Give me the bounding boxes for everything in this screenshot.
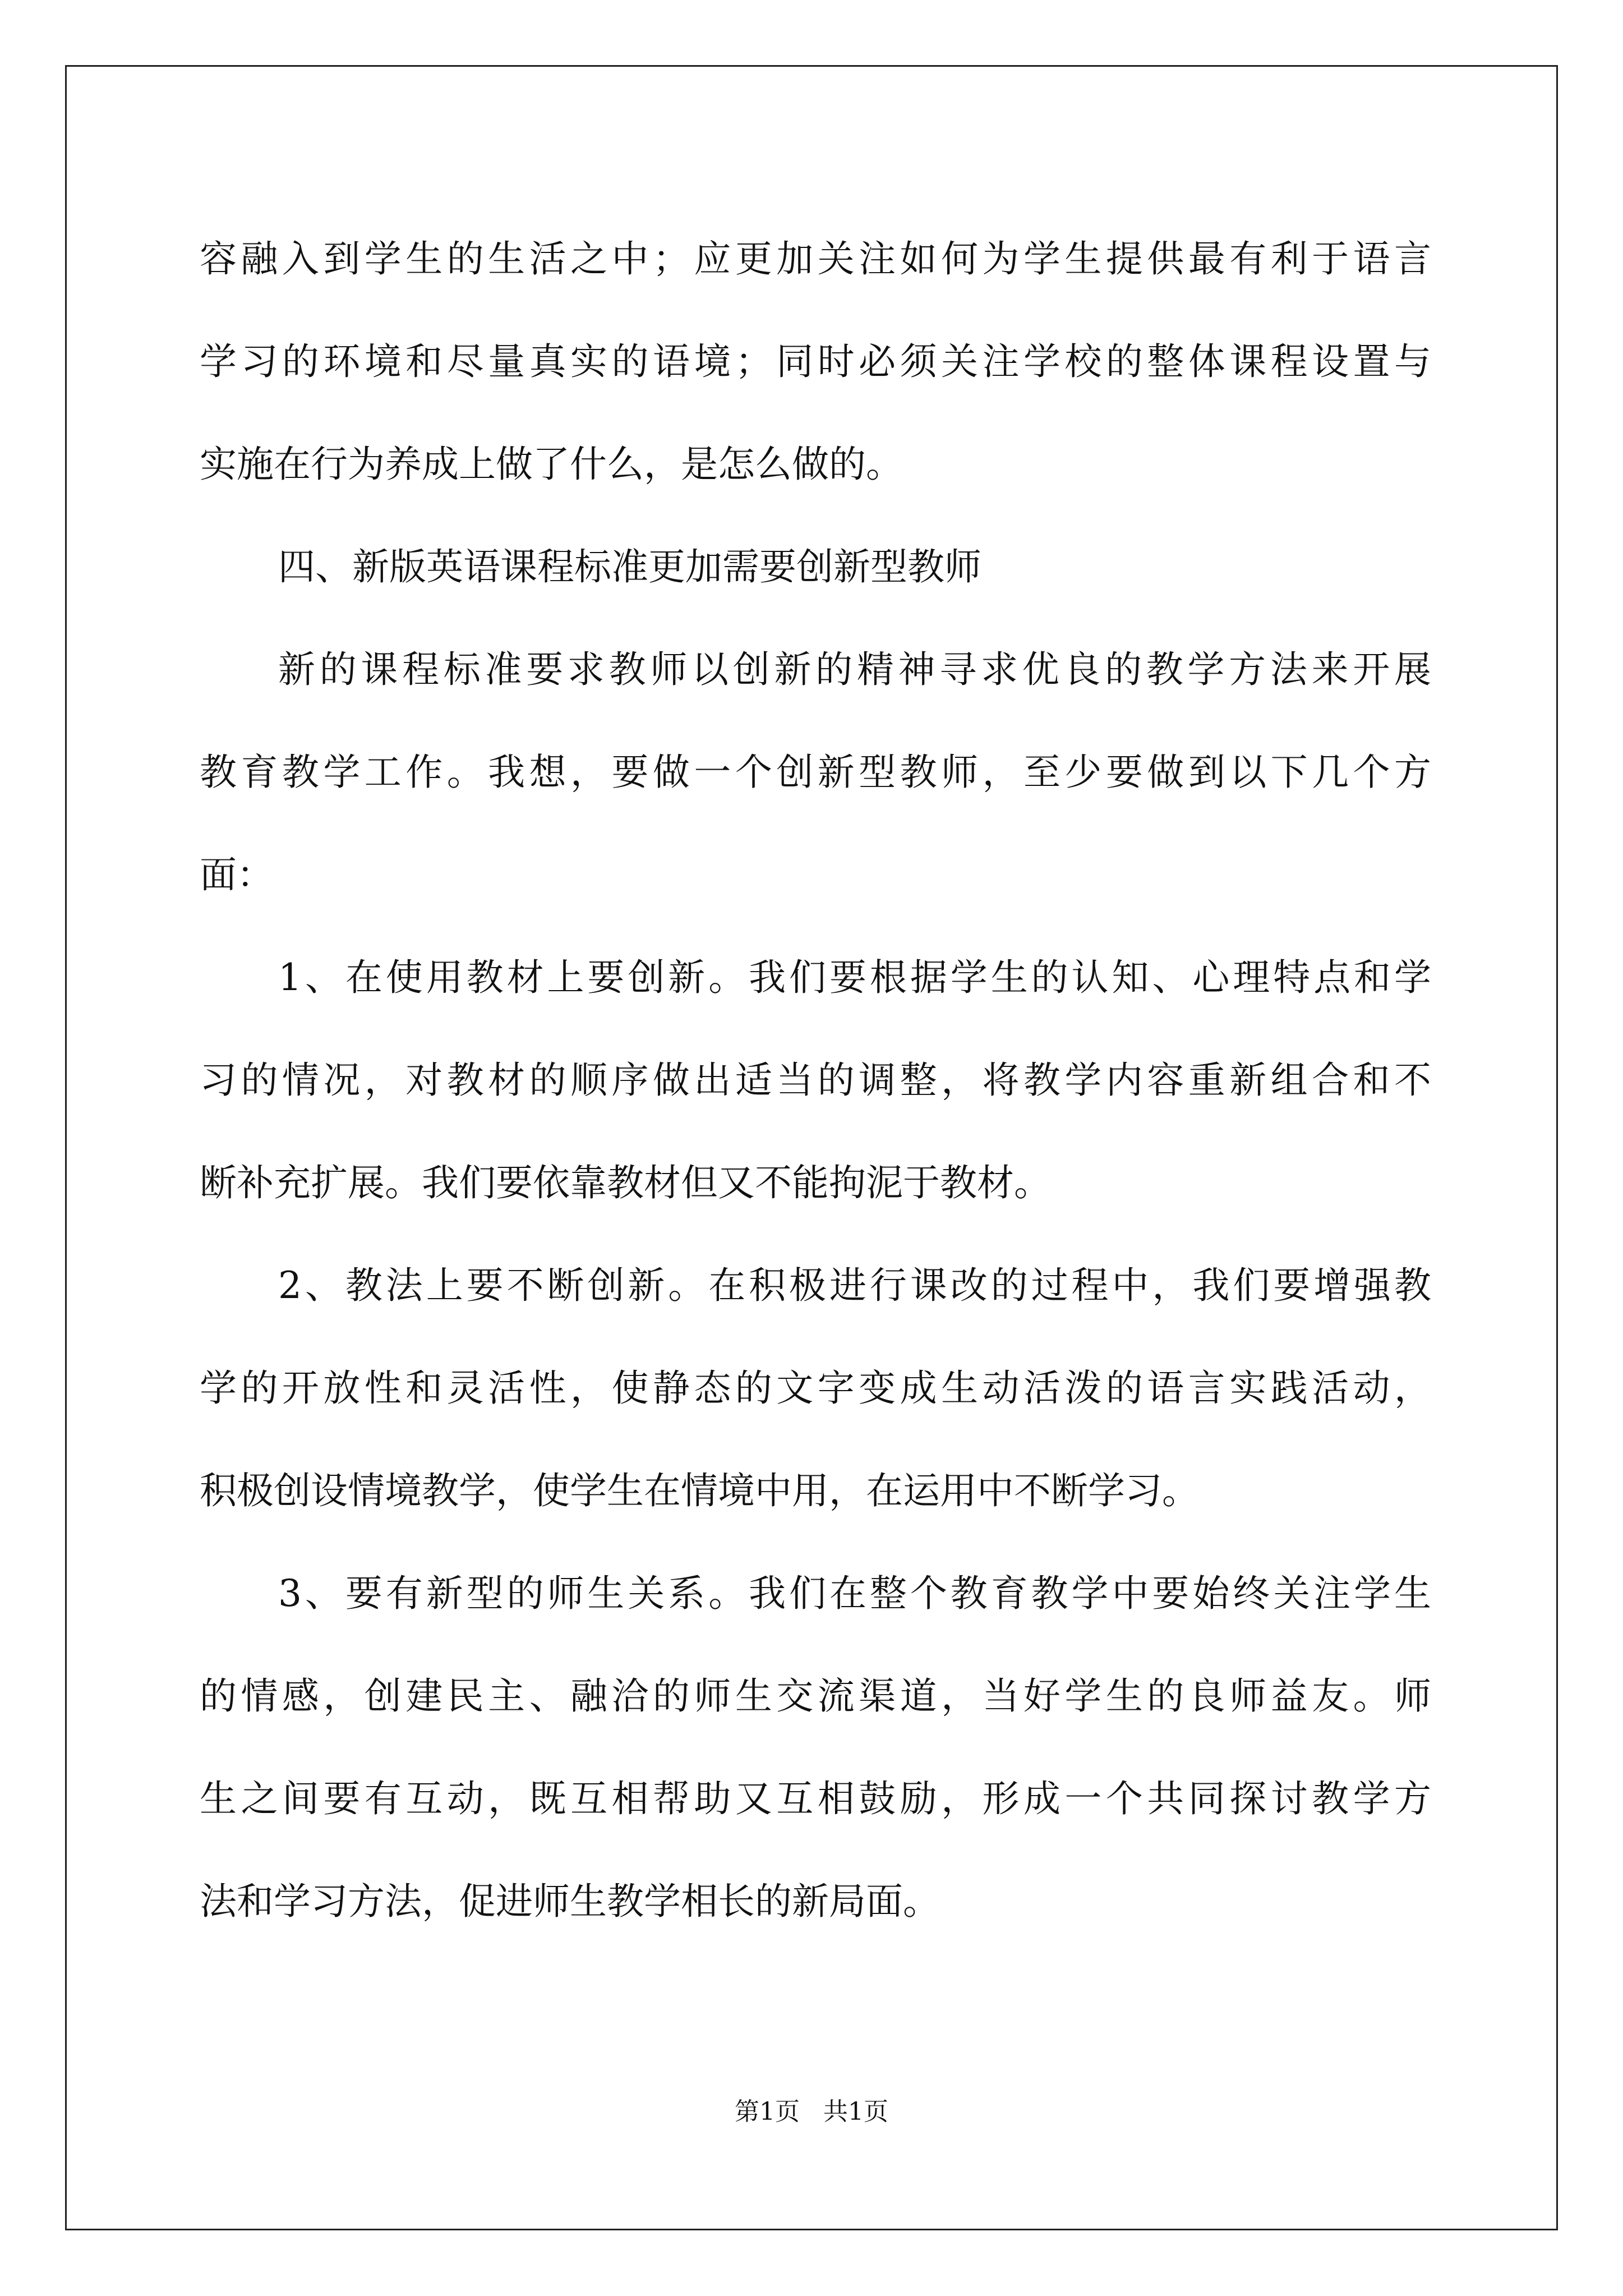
section-heading: 四、新版英语课程标准更加需要创新型教师 bbox=[278, 545, 981, 588]
text-line: 面： bbox=[200, 853, 274, 896]
text-line: 容融入到学生的生活之中；应更加关注如何为学生提供最有利于语言 bbox=[200, 237, 1431, 280]
text-line: 实施在行为养成上做了什么，是怎么做的。 bbox=[200, 443, 903, 486]
text-line: 积极创设情境教学，使学生在情境中用，在运用中不断学习。 bbox=[200, 1469, 1199, 1512]
text-line: 法和学习方法，促进师生教学相长的新局面。 bbox=[200, 1880, 940, 1923]
text-line: 生之间要有互动，既互相帮助又互相鼓励，形成一个共同探讨教学方 bbox=[200, 1777, 1431, 1820]
page-number-footer: 第1页 共1页 bbox=[735, 2097, 888, 2126]
text-line: 断补充扩展。我们要依靠教材但又不能拘泥于教材。 bbox=[200, 1161, 1051, 1204]
text-line: 1、在使用教材上要创新。我们要根据学生的认知、心理特点和学 bbox=[278, 956, 1431, 999]
text-line: 教育教学工作。我想，要做一个创新型教师，至少要做到以下几个方 bbox=[200, 751, 1431, 794]
text-line: 学习的环境和尽量真实的语境；同时必须关注学校的整体课程设置与 bbox=[200, 340, 1431, 383]
text-line: 的情感，创建民主、融洽的师生交流渠道，当好学生的良师益友。师 bbox=[200, 1674, 1431, 1718]
document-body bbox=[200, 208, 1431, 1953]
text-line: 新的课程标准要求教师以创新的精神寻求优良的教学方法来开展 bbox=[278, 648, 1431, 691]
text-line: 2、教法上要不断创新。在积极进行课改的过程中，我们要增强教 bbox=[278, 1264, 1431, 1307]
text-line: 3、要有新型的师生关系。我们在整个教育教学中要始终关注学生 bbox=[278, 1572, 1431, 1615]
text-line: 学的开放性和灵活性，使静态的文字变成生动活泼的语言实践活动， bbox=[200, 1366, 1431, 1410]
text-line: 习的情况，对教材的顺序做出适当的调整，将教学内容重新组合和不 bbox=[200, 1059, 1431, 1102]
